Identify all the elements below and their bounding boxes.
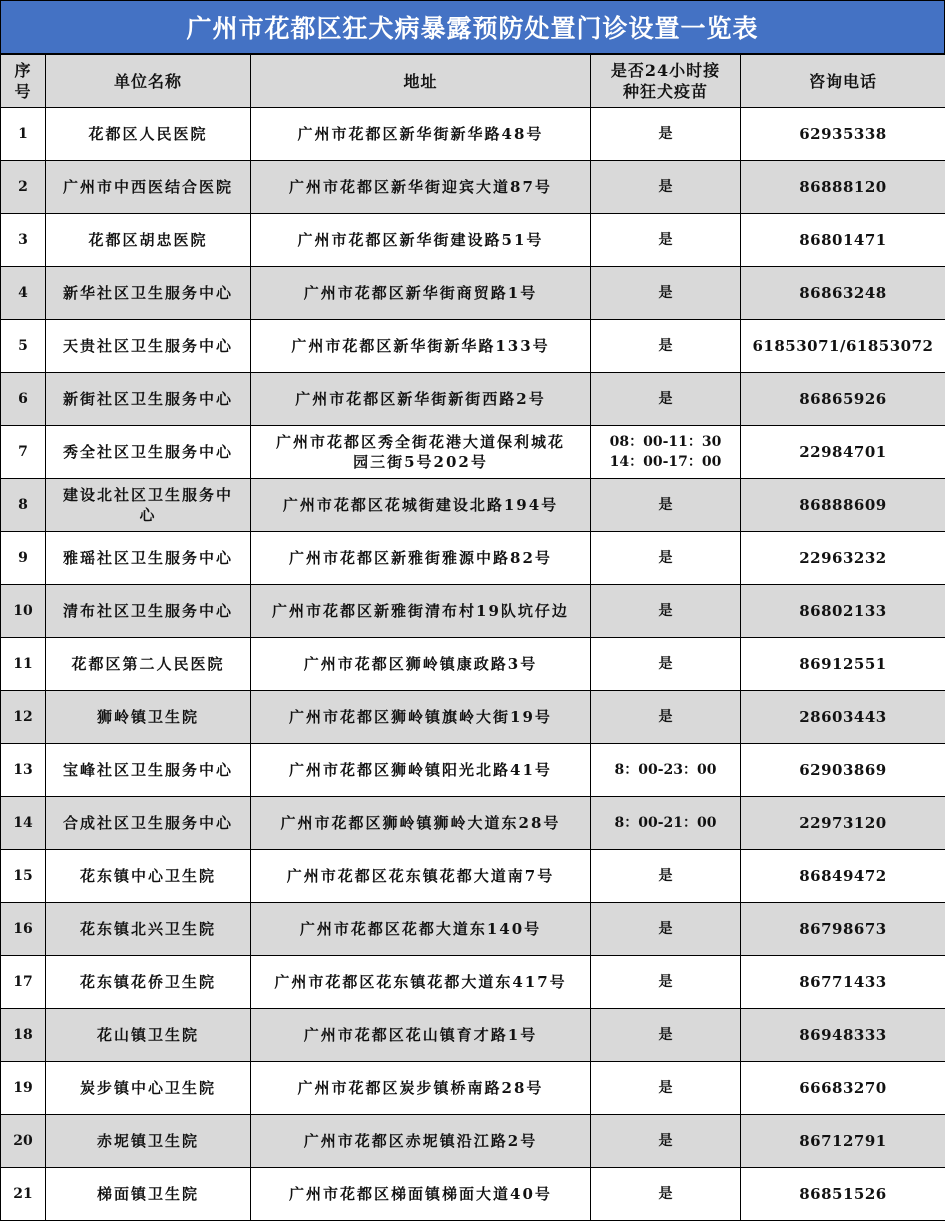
- cell-phone-number: [741, 267, 945, 320]
- row-number-text: 2: [4, 177, 42, 197]
- vaccine-24h-text: 是: [594, 124, 737, 144]
- cell-row-number: [1, 797, 46, 850]
- vaccine-24h-text: 是: [594, 548, 737, 568]
- address-text: 广州市花都区新华街新华路133号: [254, 336, 587, 356]
- table-row: [1, 479, 945, 532]
- cell-phone-number: [741, 903, 945, 956]
- table-header: [1, 55, 945, 108]
- row-number-text: 11: [4, 654, 42, 674]
- vaccine-24h-text: 是: [594, 707, 737, 727]
- cell-phone-number: [741, 1115, 945, 1168]
- cell-row-number: [1, 691, 46, 744]
- header-unit-name: 单位名称: [46, 55, 251, 108]
- cell-unit-name: [46, 744, 251, 797]
- table-row: [1, 1115, 945, 1168]
- cell-address: [251, 479, 591, 532]
- cell-vaccine-24h: [591, 956, 741, 1009]
- cell-address: [251, 267, 591, 320]
- unit-name-text: 清布社区卫生服务中心: [49, 601, 247, 621]
- cell-phone-number: [741, 1009, 945, 1062]
- row-number-text: 20: [4, 1131, 42, 1151]
- cell-phone-number: [741, 161, 945, 214]
- vaccine-24h-text: 是: [594, 1131, 737, 1151]
- phone-number-text: 86888120: [744, 177, 942, 197]
- vaccine-24h-text: 8：00-21：00: [594, 813, 737, 833]
- cell-unit-name: [46, 479, 251, 532]
- unit-name-text: 花都区第二人民医院: [49, 654, 247, 674]
- cell-row-number: [1, 585, 46, 638]
- unit-name-text: 花东镇花侨卫生院: [49, 972, 247, 992]
- cell-phone-number: [741, 426, 945, 479]
- cell-vaccine-24h: [591, 1009, 741, 1062]
- table-row: [1, 1062, 945, 1115]
- cell-unit-name: [46, 108, 251, 161]
- cell-unit-name: [46, 1009, 251, 1062]
- cell-row-number: [1, 638, 46, 691]
- cell-phone-number: [741, 797, 945, 850]
- table-row: [1, 532, 945, 585]
- cell-vaccine-24h: [591, 638, 741, 691]
- row-number-text: 8: [4, 495, 42, 515]
- phone-number-text: 86712791: [744, 1131, 942, 1151]
- unit-name-text: 花都区胡忠医院: [49, 230, 247, 250]
- cell-vaccine-24h: [591, 1168, 741, 1221]
- table-row: [1, 214, 945, 267]
- vaccine-24h-text: 是: [594, 1078, 737, 1098]
- cell-address: [251, 373, 591, 426]
- cell-unit-name: [46, 585, 251, 638]
- cell-phone-number: [741, 214, 945, 267]
- address-text: 广州市花都区花都大道东140号: [254, 919, 587, 939]
- vaccine-24h-text: 是: [594, 283, 737, 303]
- cell-row-number: [1, 426, 46, 479]
- address-text: 广州市花都区新华街建设路51号: [254, 230, 587, 250]
- unit-name-text: 花都区人民医院: [49, 124, 247, 144]
- cell-vaccine-24h: [591, 532, 741, 585]
- cell-unit-name: [46, 426, 251, 479]
- cell-row-number: [1, 108, 46, 161]
- header-address: 地址: [251, 55, 591, 108]
- address-text: 广州市花都区狮岭镇旗岭大街19号: [254, 707, 587, 727]
- phone-number-text: 86849472: [744, 866, 942, 886]
- row-number-text: 15: [4, 866, 42, 886]
- cell-row-number: [1, 1115, 46, 1168]
- cell-vaccine-24h: [591, 161, 741, 214]
- vaccine-24h-text: 是: [594, 495, 737, 515]
- phone-number-text: 62903869: [744, 760, 942, 780]
- table-row: [1, 1168, 945, 1221]
- address-text: 广州市花都区花山镇育才路1号: [254, 1025, 587, 1045]
- vaccine-24h-text: 是: [594, 336, 737, 356]
- table-row: [1, 320, 945, 373]
- vaccine-24h-text: 是: [594, 177, 737, 197]
- cell-row-number: [1, 373, 46, 426]
- table-row: [1, 1009, 945, 1062]
- cell-unit-name: [46, 532, 251, 585]
- address-text: 广州市花都区赤坭镇沿江路2号: [254, 1131, 587, 1151]
- cell-row-number: [1, 903, 46, 956]
- table-row: [1, 691, 945, 744]
- cell-unit-name: [46, 373, 251, 426]
- unit-name-text: 赤坭镇卫生院: [49, 1131, 247, 1151]
- cell-unit-name: [46, 691, 251, 744]
- cell-vaccine-24h: [591, 744, 741, 797]
- row-number-text: 1: [4, 124, 42, 144]
- address-text: 广州市花都区新华街新街西路2号: [254, 389, 587, 409]
- cell-phone-number: [741, 373, 945, 426]
- vaccine-24h-text: 是: [594, 601, 737, 621]
- address-text: 广州市花都区新华街新华路48号: [254, 124, 587, 144]
- cell-row-number: [1, 956, 46, 1009]
- cell-address: [251, 532, 591, 585]
- unit-name-text: 天贵社区卫生服务中心: [49, 336, 247, 356]
- unit-name-text: 宝峰社区卫生服务中心: [49, 760, 247, 780]
- address-text: 广州市花都区狮岭镇阳光北路41号: [254, 760, 587, 780]
- phone-number-text: 86865926: [744, 389, 942, 409]
- cell-unit-name: [46, 267, 251, 320]
- cell-address: [251, 903, 591, 956]
- cell-address: [251, 426, 591, 479]
- cell-vaccine-24h: [591, 479, 741, 532]
- cell-unit-name: [46, 903, 251, 956]
- cell-vaccine-24h: [591, 691, 741, 744]
- cell-row-number: [1, 479, 46, 532]
- cell-row-number: [1, 1168, 46, 1221]
- cell-address: [251, 320, 591, 373]
- cell-address: [251, 744, 591, 797]
- unit-name-text: 新华社区卫生服务中心: [49, 283, 247, 303]
- phone-number-text: 86912551: [744, 654, 942, 674]
- cell-phone-number: [741, 479, 945, 532]
- cell-vaccine-24h: [591, 1062, 741, 1115]
- cell-row-number: [1, 1062, 46, 1115]
- table-body: [1, 108, 945, 1221]
- cell-vaccine-24h: [591, 373, 741, 426]
- phone-number-text: 66683270: [744, 1078, 942, 1098]
- phone-number-text: 62935338: [744, 124, 942, 144]
- vaccine-24h-text: 是: [594, 866, 737, 886]
- cell-phone-number: [741, 744, 945, 797]
- phone-number-text: 86798673: [744, 919, 942, 939]
- unit-name-text: 炭步镇中心卫生院: [49, 1078, 247, 1098]
- cell-vaccine-24h: [591, 850, 741, 903]
- table-row: [1, 267, 945, 320]
- vaccine-24h-text: 是: [594, 1184, 737, 1204]
- cell-phone-number: [741, 1168, 945, 1221]
- cell-address: [251, 1009, 591, 1062]
- phone-number-text: 86802133: [744, 601, 942, 621]
- cell-unit-name: [46, 1062, 251, 1115]
- cell-unit-name: [46, 956, 251, 1009]
- vaccine-24h-text: 是: [594, 972, 737, 992]
- table-row: [1, 426, 945, 479]
- cell-unit-name: [46, 797, 251, 850]
- unit-name-text: 狮岭镇卫生院: [49, 707, 247, 727]
- unit-name-text: 秀全社区卫生服务中心: [49, 442, 247, 462]
- cell-unit-name: [46, 1115, 251, 1168]
- cell-phone-number: [741, 108, 945, 161]
- table-row: [1, 161, 945, 214]
- cell-row-number: [1, 161, 46, 214]
- phone-number-text: 86801471: [744, 230, 942, 250]
- row-number-text: 3: [4, 230, 42, 250]
- header-phone: 咨询电话: [741, 55, 945, 108]
- cell-vaccine-24h: [591, 267, 741, 320]
- address-text: 广州市花都区新华街商贸路1号: [254, 283, 587, 303]
- table-row: [1, 903, 945, 956]
- cell-vaccine-24h: [591, 214, 741, 267]
- address-text: 广州市花都区狮岭镇狮岭大道东28号: [254, 813, 587, 833]
- row-number-text: 19: [4, 1078, 42, 1098]
- cell-row-number: [1, 320, 46, 373]
- cell-row-number: [1, 744, 46, 797]
- row-number-text: 7: [4, 442, 42, 462]
- cell-address: [251, 691, 591, 744]
- address-text: 广州市花都区梯面镇梯面大道40号: [254, 1184, 587, 1204]
- cell-address: [251, 1062, 591, 1115]
- cell-phone-number: [741, 585, 945, 638]
- cell-row-number: [1, 1009, 46, 1062]
- phone-number-text: 86948333: [744, 1025, 942, 1045]
- address-text: 广州市花都区炭步镇桥南路28号: [254, 1078, 587, 1098]
- phone-number-text: 86771433: [744, 972, 942, 992]
- row-number-text: 16: [4, 919, 42, 939]
- vaccine-24h-text: 是: [594, 1025, 737, 1045]
- cell-row-number: [1, 850, 46, 903]
- table-row: [1, 850, 945, 903]
- row-number-text: 10: [4, 601, 42, 621]
- cell-address: [251, 108, 591, 161]
- address-text: 广州市花都区花东镇花都大道东417号: [254, 972, 587, 992]
- header-no: 序 号: [1, 55, 46, 108]
- cell-vaccine-24h: [591, 426, 741, 479]
- address-text: 广州市花都区花东镇花都大道南7号: [254, 866, 587, 886]
- table-row: [1, 108, 945, 161]
- unit-name-text: 新街社区卫生服务中心: [49, 389, 247, 409]
- cell-unit-name: [46, 638, 251, 691]
- cell-address: [251, 956, 591, 1009]
- cell-unit-name: [46, 214, 251, 267]
- cell-address: [251, 585, 591, 638]
- cell-row-number: [1, 267, 46, 320]
- phone-number-text: 61853071/61853072: [744, 336, 942, 356]
- cell-phone-number: [741, 850, 945, 903]
- row-number-text: 17: [4, 972, 42, 992]
- table-row: [1, 797, 945, 850]
- address-text: 广州市花都区新雅街雅源中路82号: [254, 548, 587, 568]
- phone-number-text: 86851526: [744, 1184, 942, 1204]
- address-text: 广州市花都区新雅街清布村19队坑仔边: [254, 601, 587, 621]
- cell-unit-name: [46, 850, 251, 903]
- row-number-text: 5: [4, 336, 42, 356]
- phone-number-text: 86888609: [744, 495, 942, 515]
- cell-phone-number: [741, 956, 945, 1009]
- row-number-text: 18: [4, 1025, 42, 1045]
- cell-unit-name: [46, 161, 251, 214]
- unit-name-text: 梯面镇卫生院: [49, 1184, 247, 1204]
- cell-address: [251, 850, 591, 903]
- cell-address: [251, 1168, 591, 1221]
- vaccine-24h-text: 是: [594, 389, 737, 409]
- row-number-text: 12: [4, 707, 42, 727]
- cell-unit-name: [46, 1168, 251, 1221]
- phone-number-text: 22984701: [744, 442, 942, 462]
- vaccine-24h-text: 是: [594, 919, 737, 939]
- cell-phone-number: [741, 691, 945, 744]
- vaccine-24h-text: 是: [594, 230, 737, 250]
- address-text: 广州市花都区新华街迎宾大道87号: [254, 177, 587, 197]
- page-title: 广州市花都区狂犬病暴露预防处置门诊设置一览表: [0, 0, 945, 54]
- clinic-table: [0, 54, 945, 1221]
- cell-vaccine-24h: [591, 585, 741, 638]
- cell-vaccine-24h: [591, 320, 741, 373]
- cell-vaccine-24h: [591, 903, 741, 956]
- table-row: [1, 638, 945, 691]
- row-number-text: 9: [4, 548, 42, 568]
- cell-phone-number: [741, 532, 945, 585]
- header-row: [1, 55, 945, 108]
- phone-number-text: 28603443: [744, 707, 942, 727]
- row-number-text: 13: [4, 760, 42, 780]
- cell-unit-name: [46, 320, 251, 373]
- phone-number-text: 22963232: [744, 548, 942, 568]
- table-row: [1, 373, 945, 426]
- table-row: [1, 585, 945, 638]
- address-text: 广州市花都区狮岭镇康政路3号: [254, 654, 587, 674]
- unit-name-text: 花东镇中心卫生院: [49, 866, 247, 886]
- phone-number-text: 86863248: [744, 283, 942, 303]
- unit-name-text: 花山镇卫生院: [49, 1025, 247, 1045]
- cell-phone-number: [741, 638, 945, 691]
- unit-name-text: 广州市中西医结合医院: [49, 177, 247, 197]
- cell-vaccine-24h: [591, 1115, 741, 1168]
- address-text: 广州市花都区花城街建设北路194号: [254, 495, 587, 515]
- cell-address: [251, 1115, 591, 1168]
- row-number-text: 4: [4, 283, 42, 303]
- cell-address: [251, 161, 591, 214]
- cell-vaccine-24h: [591, 108, 741, 161]
- unit-name-text: 合成社区卫生服务中心: [49, 813, 247, 833]
- cell-phone-number: [741, 1062, 945, 1115]
- cell-address: [251, 638, 591, 691]
- vaccine-24h-text: 8：00-23：00: [594, 760, 737, 780]
- cell-address: [251, 214, 591, 267]
- address-text: 广州市花都区秀全街花港大道保利城花 园三街5号202号: [254, 432, 587, 472]
- cell-address: [251, 797, 591, 850]
- table-row: [1, 956, 945, 1009]
- phone-number-text: 22973120: [744, 813, 942, 833]
- cell-row-number: [1, 532, 46, 585]
- row-number-text: 21: [4, 1184, 42, 1204]
- cell-vaccine-24h: [591, 797, 741, 850]
- unit-name-text: 花东镇北兴卫生院: [49, 919, 247, 939]
- vaccine-24h-text: 是: [594, 654, 737, 674]
- cell-phone-number: [741, 320, 945, 373]
- header-24h-vaccine: 是否24小时接 种狂犬疫苗: [591, 55, 741, 108]
- vaccine-24h-text: 08：00-11：30 14：00-17：00: [594, 432, 737, 472]
- table-row: [1, 744, 945, 797]
- cell-row-number: [1, 214, 46, 267]
- row-number-text: 14: [4, 813, 42, 833]
- row-number-text: 6: [4, 389, 42, 409]
- unit-name-text: 雅瑶社区卫生服务中心: [49, 548, 247, 568]
- unit-name-text: 建设北社区卫生服务中 心: [49, 485, 247, 525]
